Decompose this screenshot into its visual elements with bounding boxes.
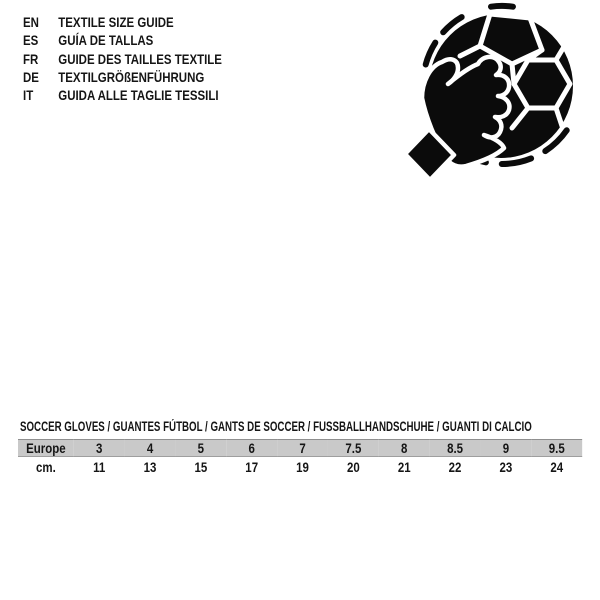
glove-catching-ball-icon — [404, 2, 582, 184]
language-row — [23, 86, 318, 104]
size-table-title: SOCCER GLOVES / GUANTES FÚTBOL / GANTS DE SOCCER / FUSSBALLHANDSCHUHE / GUANTI DI CALCIO — [20, 419, 532, 434]
cm-cell: 21 — [397, 458, 411, 475]
size-table — [18, 439, 582, 477]
cm-cell: 24 — [550, 458, 564, 475]
size-cell: 4 — [146, 440, 154, 456]
language-row — [23, 13, 318, 31]
language-code: EN — [23, 14, 39, 30]
row-header-europe: Europe — [26, 440, 66, 456]
table-row-cm — [18, 457, 582, 477]
size-cell: 9.5 — [548, 440, 565, 456]
size-cell: 3 — [95, 440, 103, 456]
size-cell: 7.5 — [345, 440, 362, 456]
cm-cell: 13 — [143, 458, 157, 475]
language-row — [23, 50, 318, 68]
cm-cell: 19 — [296, 458, 309, 475]
language-code: FR — [23, 50, 39, 67]
language-label: TEXTILE SIZE GUIDE — [58, 14, 174, 30]
language-label: GUIDA ALLE TAGLIE TESSILI — [58, 87, 219, 104]
language-code: DE — [23, 68, 39, 85]
size-cell: 8 — [401, 440, 408, 456]
language-label: GUIDE DES TAILLES TEXTILE — [58, 50, 222, 67]
size-cell: 7 — [299, 440, 306, 456]
cm-cell: 22 — [448, 458, 462, 475]
goalkeeper-hand-icon — [405, 57, 509, 180]
cm-cell: 20 — [346, 458, 360, 475]
size-cell: 9 — [502, 440, 510, 456]
language-code: IT — [23, 87, 34, 104]
size-cell: 5 — [197, 440, 205, 456]
language-row — [23, 68, 318, 86]
size-cell: 8.5 — [447, 440, 464, 456]
cm-cell: 23 — [499, 458, 513, 475]
cm-cell: 17 — [245, 458, 259, 475]
language-row — [23, 31, 318, 49]
cm-cell: 15 — [194, 458, 208, 475]
language-code: ES — [23, 32, 39, 49]
soccer-ball-hand-icon — [404, 2, 582, 184]
table-row-europe — [18, 440, 582, 457]
language-list — [23, 13, 318, 104]
size-cell: 6 — [248, 440, 255, 456]
language-label: GUÍA DE TALLAS — [58, 32, 154, 49]
cm-cell: 11 — [93, 458, 106, 475]
row-header-cm: cm. — [35, 458, 56, 475]
language-label: TEXTILGRÖßENFÜHRUNG — [58, 68, 205, 85]
